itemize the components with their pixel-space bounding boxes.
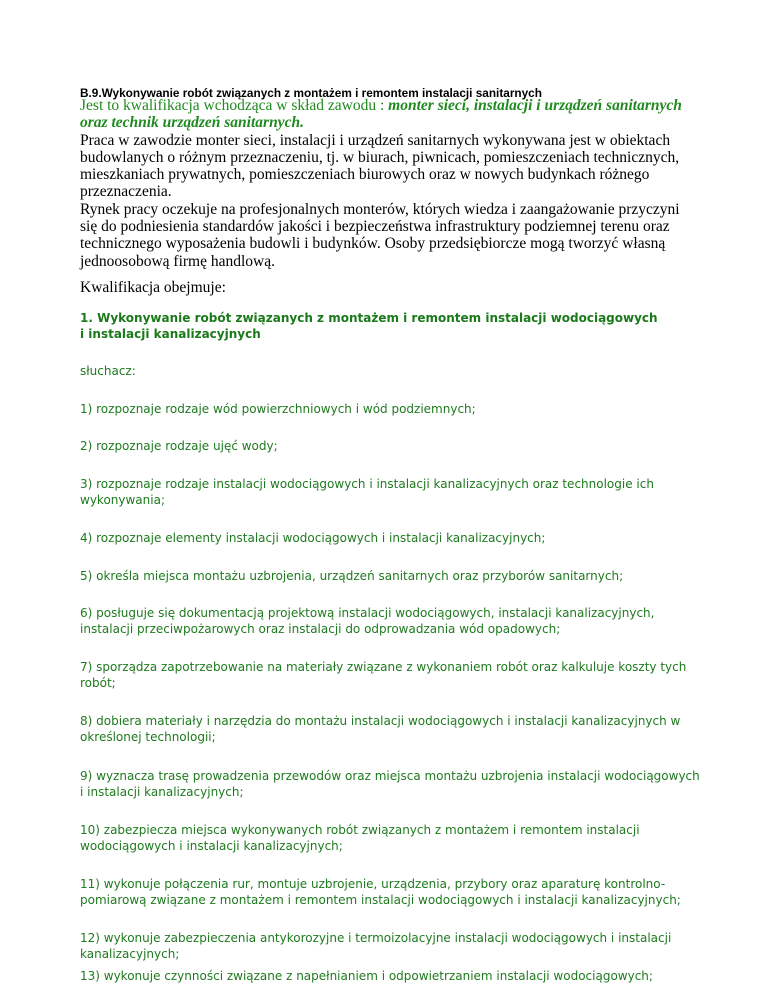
kwalifikacja-label: Kwalifikacja obejmuje: (80, 279, 226, 296)
sluchacz-label: słuchacz: (80, 364, 136, 378)
profession-name: monter sieci, instalacji i urządzeń sanitarnych oraz technik urządzeń sanitarnych. (80, 97, 682, 132)
intro-qualification-line (80, 97, 700, 132)
list-item: 11) wykonuje połączenia rur, montuje uzbrojenie, urządzenia, przybory oraz aparaturę kontrolno-pomiarową związane z montażem i remontem instalacji wodociągowych i instalacji kanalizacyjnych; (80, 877, 681, 907)
list-item: 7) sporządza zapotrzebowanie na materiały związane z wykonaniem robót oraz kalkuluje koszty tych robót; (80, 660, 687, 690)
list-item: 3) rozpoznaje rodzaje instalacji wodociągowych i instalacji kanalizacyjnych oraz technologie ich wykonywania; (80, 477, 654, 507)
intro-prefix: Jest to kwalifikacja wchodząca w skład zawodu : (80, 97, 389, 114)
document-heading: B.9.Wykonywanie robót związanych z montażem i remontem instalacji sanitarnych (80, 86, 542, 100)
section-title-line-2: i instalacji kanalizacyjnych (80, 327, 261, 341)
list-item: 8) dobiera materiały i narzędzia do montażu instalacji wodociągowych i instalacji kanalizacyjnych w określonej technologii; (80, 714, 681, 744)
list-item: 4) rozpoznaje elementy instalacji wodociągowych i instalacji kanalizacyjnych; (80, 531, 546, 545)
intro-paragraph-2: Rynek pracy oczekuje na profesjonalnych monterów, których wiedza i zaangażowanie przyczyni się do podniesienia standardów jakości i bezpieczeństwa infrastruktury podziemnej terenu oraz technicznego wyposażenia budowli i budynków. Osoby przedsiębiorcze mogą tworzyć własną jednoosobową firmę handlową. (80, 200, 680, 270)
list-item: 12) wykonuje zabezpieczenia antykorozyjne i termoizolacyjne instalacji wodociągowych i instalacji kanalizacyjnych; (80, 931, 672, 961)
list-item: 5) określa miejsca montażu uzbrojenia, urządzeń sanitarnych oraz przyborów sanitarnych; (80, 569, 624, 583)
list-item: 10) zabezpiecza miejsca wykonywanych robót związanych z montażem i remontem instalacji wodociągowych i instalacji kanalizacyjnych; (80, 823, 640, 853)
list-item: 6) posługuje się dokumentacją projektową instalacji wodociągowych, instalacji kanalizacyjnych, instalacji przeciwpożarowych oraz instalacji do odprowadzania wód opadowych; (80, 606, 655, 636)
list-item: 13) wykonuje czynności związane z napełnianiem i odpowietrzaniem instalacji wodociągowych; (80, 969, 653, 983)
intro-block (80, 97, 700, 270)
list-item: 2) rozpoznaje rodzaje ujęć wody; (80, 439, 278, 453)
list-item: 9) wyznacza trasę prowadzenia przewodów oraz miejsca montażu uzbrojenia instalacji wodociągowych i instalacji kanalizacyjnych; (80, 769, 700, 799)
section-title (80, 310, 700, 342)
intro-paragraph-1: Praca w zawodzie monter sieci, instalacji i urządzeń sanitarnych wykonywana jest w obiektach budowlanych o różnym przeznaczeniu, tj. w biurach, piwnicach, pomieszczeniach technicznych, mieszkaniach prywatnych, pomieszczeniach biurowych oraz w nowych budynkach różnego przeznaczenia. (80, 131, 680, 201)
list-item: 1) rozpoznaje rodzaje wód powierzchniowych i wód podziemnych; (80, 402, 476, 416)
section-title-line-1: 1. Wykonywanie robót związanych z montażem i remontem instalacji wodociągowych (80, 311, 658, 325)
